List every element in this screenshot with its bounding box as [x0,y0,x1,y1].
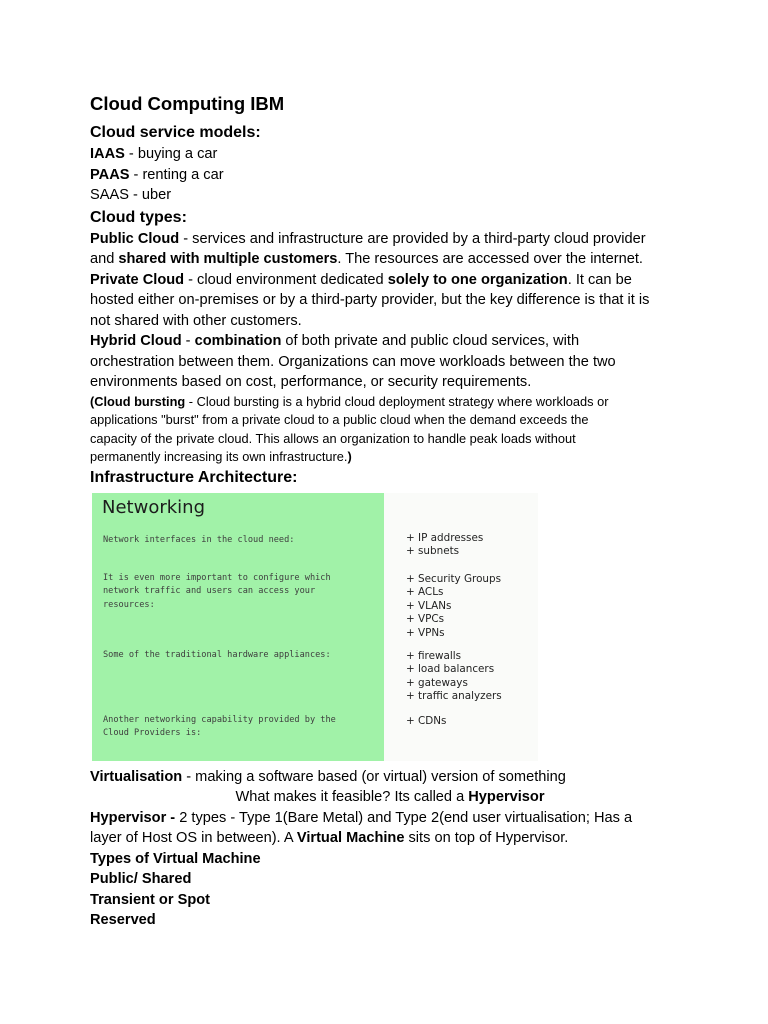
infrastructure-heading: Infrastructure Architecture: [90,468,298,486]
vm-type-transient-spot: Transient or Spot [90,891,211,908]
figure-right-list-3: + firewalls + load balancers + gateways + traffic analyzers [406,649,502,702]
figure-left-text-3: Some of the traditional hardware appliances: [103,649,331,660]
vm-type-reserved: Reserved [90,912,156,928]
networking-figure-title: Networking [102,496,205,518]
cloud-types-heading: Cloud types: [90,208,187,226]
service-model-iaas: IAAS - buying a car [90,146,218,162]
document-page [90,92,690,931]
cloud-bursting-paragraph: (Cloud bursting - Cloud bursting is a hybrid cloud deployment strategy where workloads or applications "burst" from a private cloud to a public cloud when the demand exceeds the capacity of the private cloud. This allows an organization to handle peak loads without permanently increasing its own infrastructure.) [90,393,609,464]
service-model-paas: PAAS - renting a car [90,166,224,183]
virtualisation-paragraph: Virtualisation - making a software based (or virtual) version of something [90,768,566,785]
figure-right-list-1: + IP addresses + subnets [406,531,484,557]
figure-left-text-4: Another networking capability provided by the Cloud Providers is: [103,714,336,738]
page-title: Cloud Computing IBM [90,93,285,114]
figure-right-list-4: + CDNs [406,714,447,727]
networking-figure [92,493,538,761]
figure-left-text-1: Network interfaces in the cloud need: [103,534,295,545]
figure-right-list-2: + Security Groups + ACLs + VLANs + VPCs + VPNs [406,572,502,639]
hybrid-cloud-paragraph: Hybrid Cloud - combination of both private and public cloud services, with orchestration between them. Organizations can move workloads between the two environments based on cost, performance, or security requirements. [90,333,616,390]
hypervisor-question: What makes it feasible? Its called a Hypervisor [235,789,545,805]
figure-left-text-2: It is even more important to configure which network traffic and users can access your resources: [103,572,331,610]
vm-types-heading: Types of Virtual Machine [90,850,261,867]
service-model-saas: SAAS - uber [90,187,172,203]
public-cloud-paragraph: Public Cloud - services and infrastructure are provided by a third-party cloud provider and shared with multiple customers. The resources are accessed over the internet. [90,230,646,267]
hypervisor-paragraph: Hypervisor - 2 types - Type 1(Bare Metal) and Type 2(end user virtualisation; Has a layer of Host OS in between). A Virtual Machine sits on top of Hypervisor. [90,809,633,846]
vm-type-public-shared: Public/ Shared [90,871,192,887]
service-models-heading: Cloud service models: [90,124,261,141]
private-cloud-paragraph: Private Cloud - cloud environment dedicated solely to one organization. It can be hosted either on-premises or by a third-party provider, but the key difference is that it is not shared with other customers. [90,271,650,329]
